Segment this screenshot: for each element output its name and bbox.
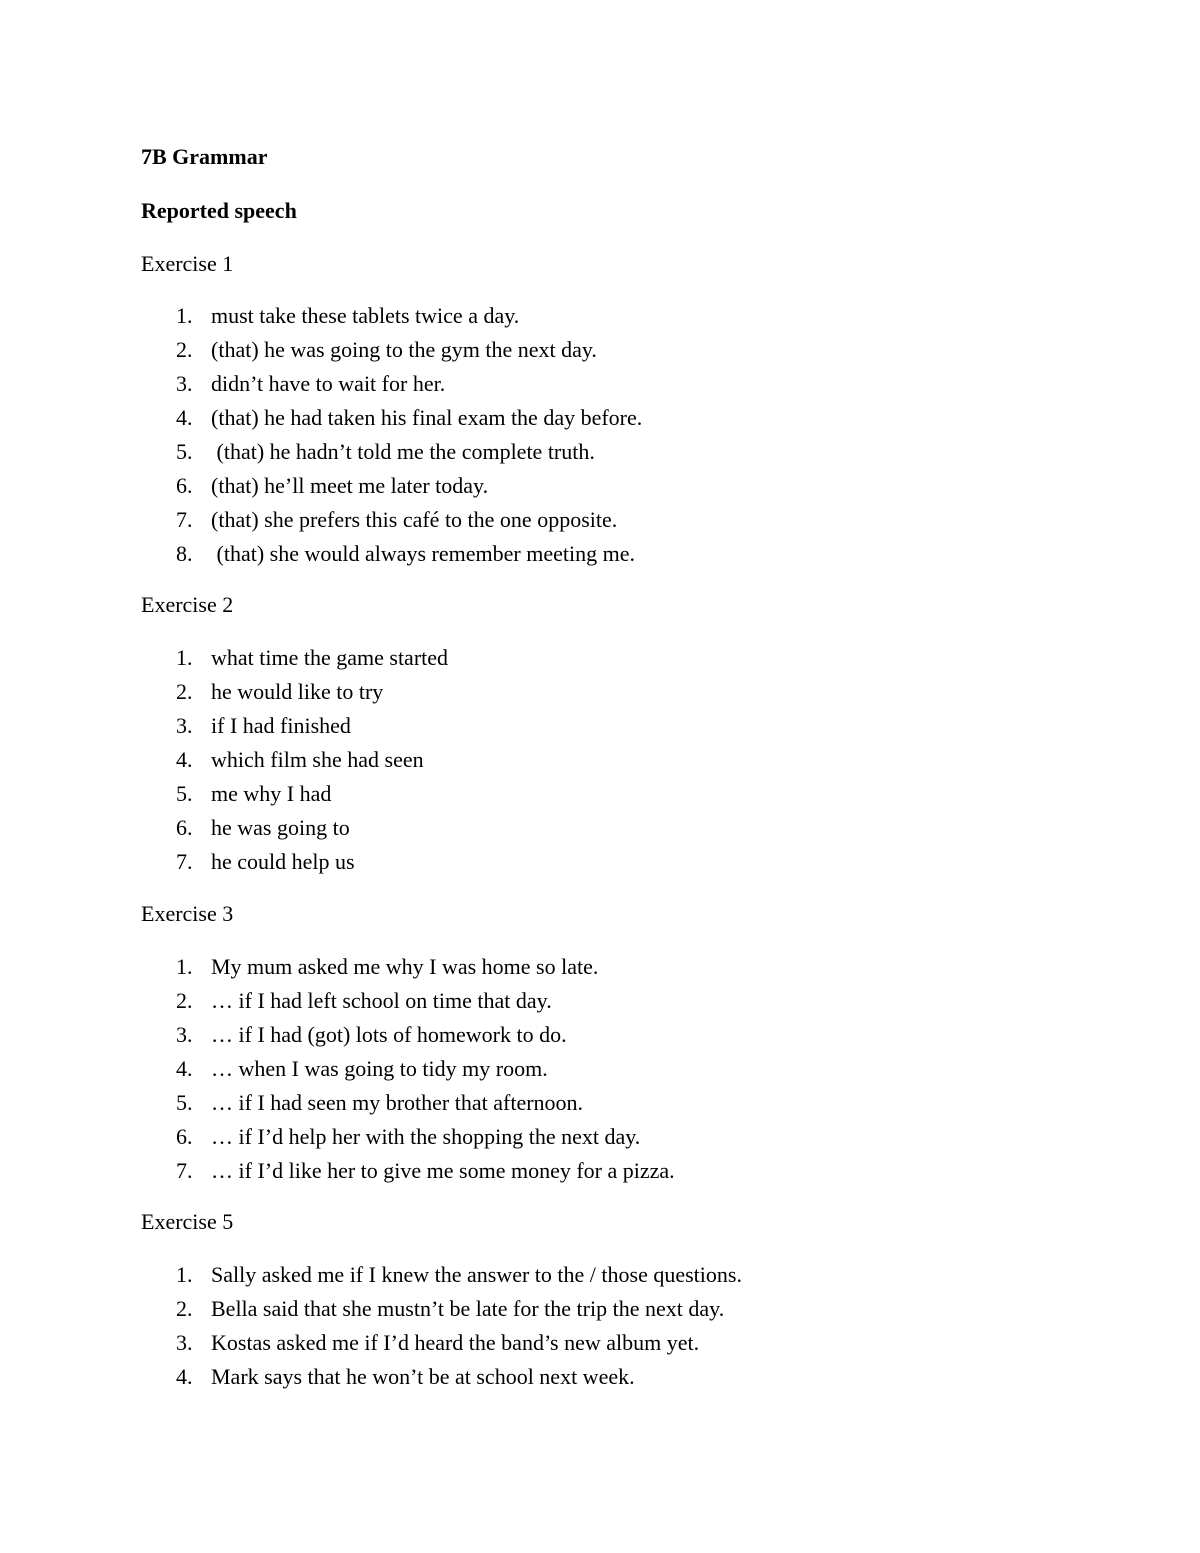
item-number: 2.	[176, 1296, 193, 1321]
item-number: 1.	[176, 954, 193, 979]
item-number: 2.	[176, 337, 193, 362]
item-text: My mum asked me why I was home so late.	[211, 954, 599, 979]
item-text: … if I had seen my brother that afternoon.	[211, 1090, 584, 1115]
item-number: 4.	[176, 747, 193, 772]
item-number: 2.	[176, 988, 193, 1013]
item-number: 7.	[176, 1158, 193, 1183]
item-text: Sally asked me if I knew the answer to the / those questions.	[211, 1262, 742, 1287]
item-number: 7.	[176, 507, 193, 532]
item-text: he was going to	[211, 815, 350, 840]
item-number: 5.	[176, 439, 193, 464]
exercise-5-title: Exercise 5	[141, 1209, 234, 1234]
item-number: 5.	[176, 781, 193, 806]
item-text: … if I had (got) lots of homework to do.	[211, 1022, 567, 1047]
item-number: 4.	[176, 1056, 193, 1081]
item-number: 3.	[176, 371, 193, 396]
exercise-3-title: Exercise 3	[141, 901, 234, 926]
item-text: … if I’d like her to give me some money for a pizza.	[211, 1158, 675, 1183]
item-number: 8.	[176, 541, 193, 566]
item-number: 6.	[176, 1124, 193, 1149]
item-text: me why I had	[211, 781, 332, 806]
item-text: he could help us	[211, 849, 355, 874]
exercise-2-title: Exercise 2	[141, 592, 234, 617]
item-text: Kostas asked me if I’d heard the band’s new album yet.	[211, 1330, 700, 1355]
item-text: he would like to try	[211, 679, 384, 704]
item-text: must take these tablets twice a day.	[211, 303, 520, 328]
item-text: didn’t have to wait for her.	[211, 371, 446, 396]
item-number: 1.	[176, 1262, 193, 1287]
item-number: 5.	[176, 1090, 193, 1115]
item-text: … if I had left school on time that day.	[211, 988, 552, 1013]
item-number: 4.	[176, 405, 193, 430]
item-number: 1.	[176, 303, 193, 328]
exercise-1-title: Exercise 1	[141, 251, 234, 276]
item-text: (that) she would always remember meeting me.	[211, 541, 635, 566]
item-number: 7.	[176, 849, 193, 874]
item-number: 6.	[176, 815, 193, 840]
item-number: 3.	[176, 713, 193, 738]
section-title: Reported speech	[141, 198, 297, 223]
item-number: 6.	[176, 473, 193, 498]
item-text: which film she had seen	[211, 747, 424, 772]
document-title: 7B Grammar	[141, 144, 268, 169]
item-text: (that) he had taken his final exam the day before.	[211, 405, 643, 430]
item-text: … when I was going to tidy my room.	[211, 1056, 548, 1081]
item-text: (that) he hadn’t told me the complete truth.	[211, 439, 595, 464]
item-text: (that) he was going to the gym the next day.	[211, 337, 597, 362]
item-text: (that) he’ll meet me later today.	[211, 473, 489, 498]
item-number: 3.	[176, 1022, 193, 1047]
item-text: … if I’d help her with the shopping the next day.	[211, 1124, 641, 1149]
item-text: what time the game started	[211, 645, 449, 670]
item-text: Bella said that she mustn’t be late for the trip the next day.	[211, 1296, 725, 1321]
item-number: 4.	[176, 1364, 193, 1389]
item-text: (that) she prefers this café to the one opposite.	[211, 507, 618, 532]
item-number: 1.	[176, 645, 193, 670]
item-text: Mark says that he won’t be at school next week.	[211, 1364, 635, 1389]
item-number: 2.	[176, 679, 193, 704]
item-text: if I had finished	[211, 713, 351, 738]
item-number: 3.	[176, 1330, 193, 1355]
